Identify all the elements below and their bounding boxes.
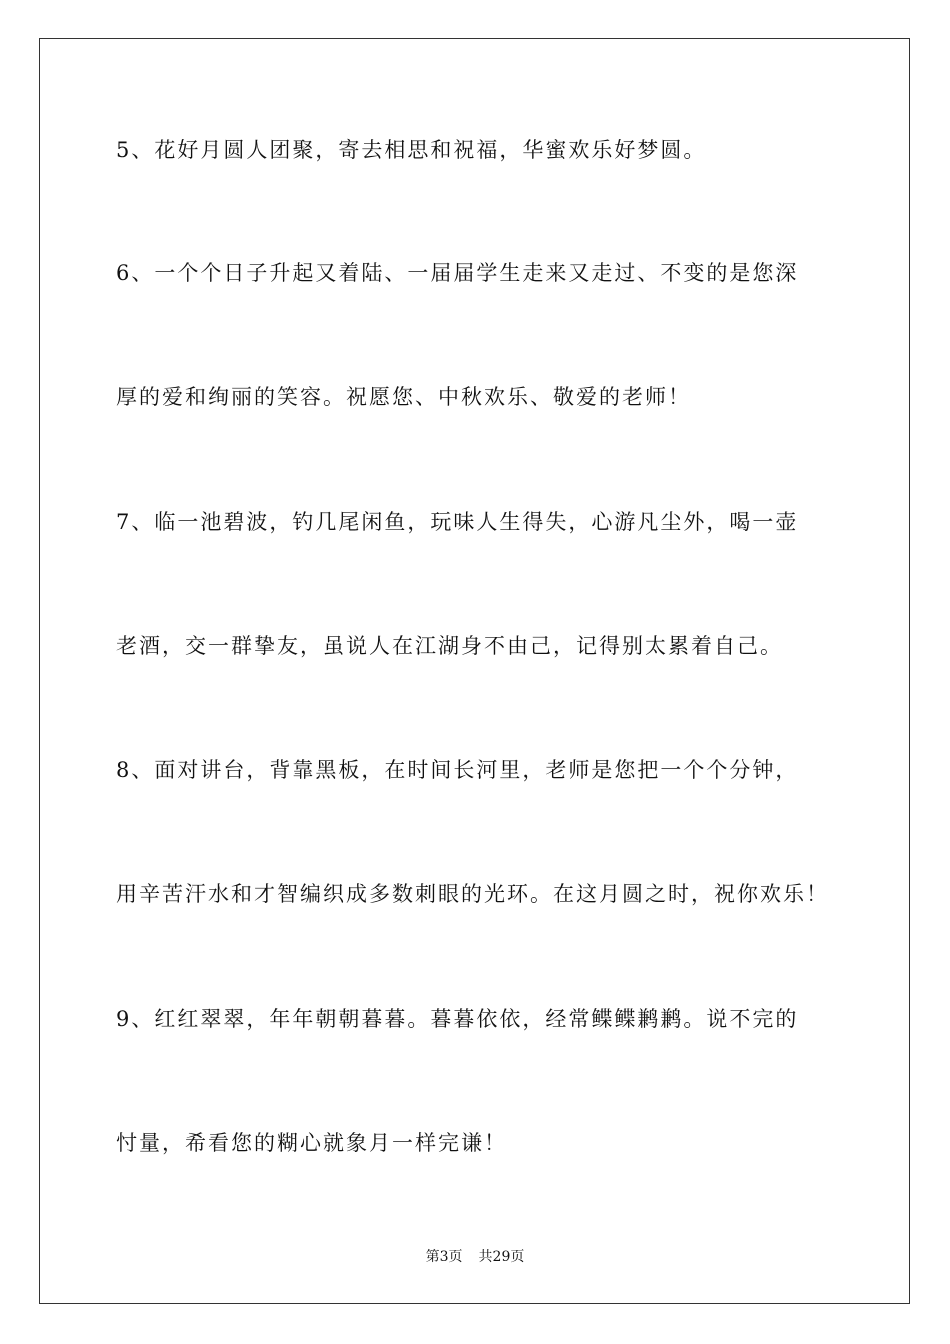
text-line: 老酒，交一群挚友，虽说人在江湖身不由己，记得别太累着自己。	[116, 634, 783, 658]
text-line: 6、一个个日子升起又着陆、一届届学生走来又走过、不变的是您深	[116, 261, 799, 285]
page-total: 共29页	[478, 1249, 525, 1265]
text-line: 忖量，希看您的糊心就象月一样完谦！	[116, 1131, 507, 1155]
text-line: 7、临一池碧波，钓几尾闲鱼，玩味人生得失，心游凡尘外，喝一壶	[116, 510, 799, 534]
text-line: 厚的爱和绚丽的笑容。祝愿您、中秋欢乐、敬爱的老师！	[116, 385, 691, 409]
text-line: 5、花好月圆人团聚，寄去相思和祝福，华蜜欢乐好梦圆。	[116, 138, 707, 162]
page-border	[39, 38, 910, 1304]
text-line: 用辛苦汗水和才智编织成多数刺眼的光环。在这月圆之时，祝你欢乐！	[116, 882, 829, 906]
text-line: 9、红红翠翠，年年朝朝暮暮。暮暮依依，经常鲽鲽鹣鹣。说不完的	[116, 1007, 799, 1031]
page-footer	[0, 1247, 950, 1267]
page-number: 第3页	[425, 1249, 463, 1265]
text-line: 8、面对讲台，背靠黑板，在时间长河里，老师是您把一个个分钟，	[116, 758, 799, 782]
